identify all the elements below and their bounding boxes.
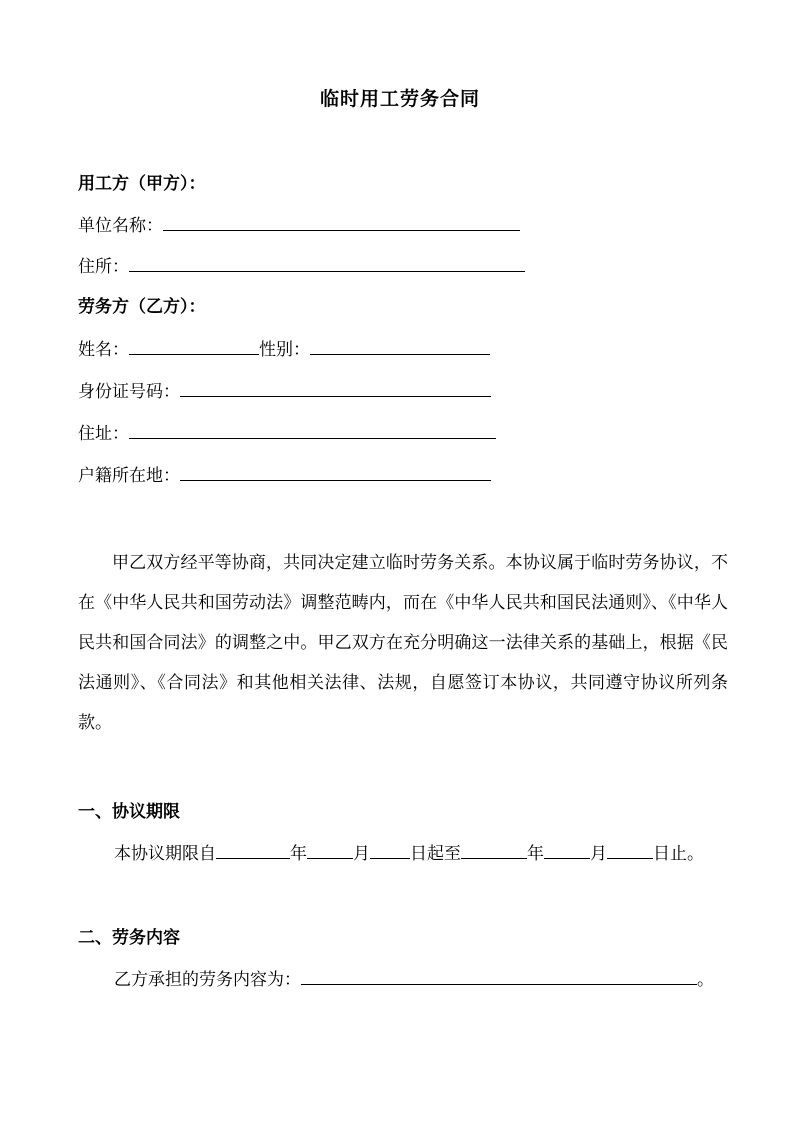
term-prefix: 本协议期限自 [114, 844, 216, 864]
party-a-unit-name-row [78, 212, 520, 238]
end-day-label: 日止。 [653, 844, 704, 864]
start-month-label: 月 [353, 844, 370, 864]
section1-term-row [114, 840, 704, 866]
start-year-label: 年 [290, 844, 307, 864]
party-b-address-label: 住址： [78, 424, 129, 444]
end-year-field[interactable] [461, 840, 527, 859]
party-a-address-label: 住所： [78, 257, 129, 277]
gender-field[interactable] [310, 336, 490, 355]
unit-name-field[interactable] [163, 212, 520, 231]
end-month-field[interactable] [544, 840, 590, 859]
party-a-address-field[interactable] [129, 253, 525, 272]
section2-content-row [114, 966, 714, 992]
start-month-field[interactable] [307, 840, 353, 859]
gender-label: 性别： [259, 340, 310, 360]
end-month-label: 月 [590, 844, 607, 864]
content-prefix: 乙方承担的劳务内容为： [114, 970, 301, 990]
party-a-heading: 用工方（甲方）： [78, 174, 206, 194]
start-day-label: 日起至 [410, 844, 461, 864]
content-suffix: 。 [697, 970, 714, 990]
id-number-label: 身份证号码： [78, 382, 180, 402]
party-b-address-row [78, 420, 496, 446]
party-a-address-row [78, 253, 525, 279]
section1-heading: 一、协议期限 [78, 802, 180, 822]
id-number-field[interactable] [180, 378, 491, 397]
party-b-household-row [78, 462, 491, 488]
end-year-label: 年 [527, 844, 544, 864]
party-b-address-field[interactable] [129, 420, 496, 439]
name-label: 姓名： [78, 340, 129, 360]
intro-paragraph: 甲乙双方经平等协商，共同决定建立临时劳务关系。本协议属于临时劳务协议，不在《中华人民共和国劳动法》调整范畴内，而在《中华人民共和国民法通则》、《中华人民共和国合同法》的调整之中。甲乙双方在充分明确这一法律关系的基础上，根据《民法通则》、《合同法》和其他相关法律、法规，自愿签订本协议，共同遵守协议所列条款。 [78, 553, 728, 733]
party-b-name-gender-row [78, 336, 490, 362]
document-title: 临时用工劳务合同 [319, 88, 480, 110]
section2-heading: 二、劳务内容 [78, 928, 180, 948]
unit-name-label: 单位名称： [78, 216, 163, 236]
household-field[interactable] [180, 462, 491, 481]
end-day-field[interactable] [607, 840, 653, 859]
party-b-id-row [78, 378, 491, 404]
start-day-field[interactable] [370, 840, 410, 859]
party-b-heading: 劳务方（乙方）： [78, 297, 206, 317]
content-field[interactable] [301, 966, 697, 985]
start-year-field[interactable] [216, 840, 290, 859]
name-field[interactable] [129, 336, 259, 355]
household-label: 户籍所在地： [78, 466, 180, 486]
